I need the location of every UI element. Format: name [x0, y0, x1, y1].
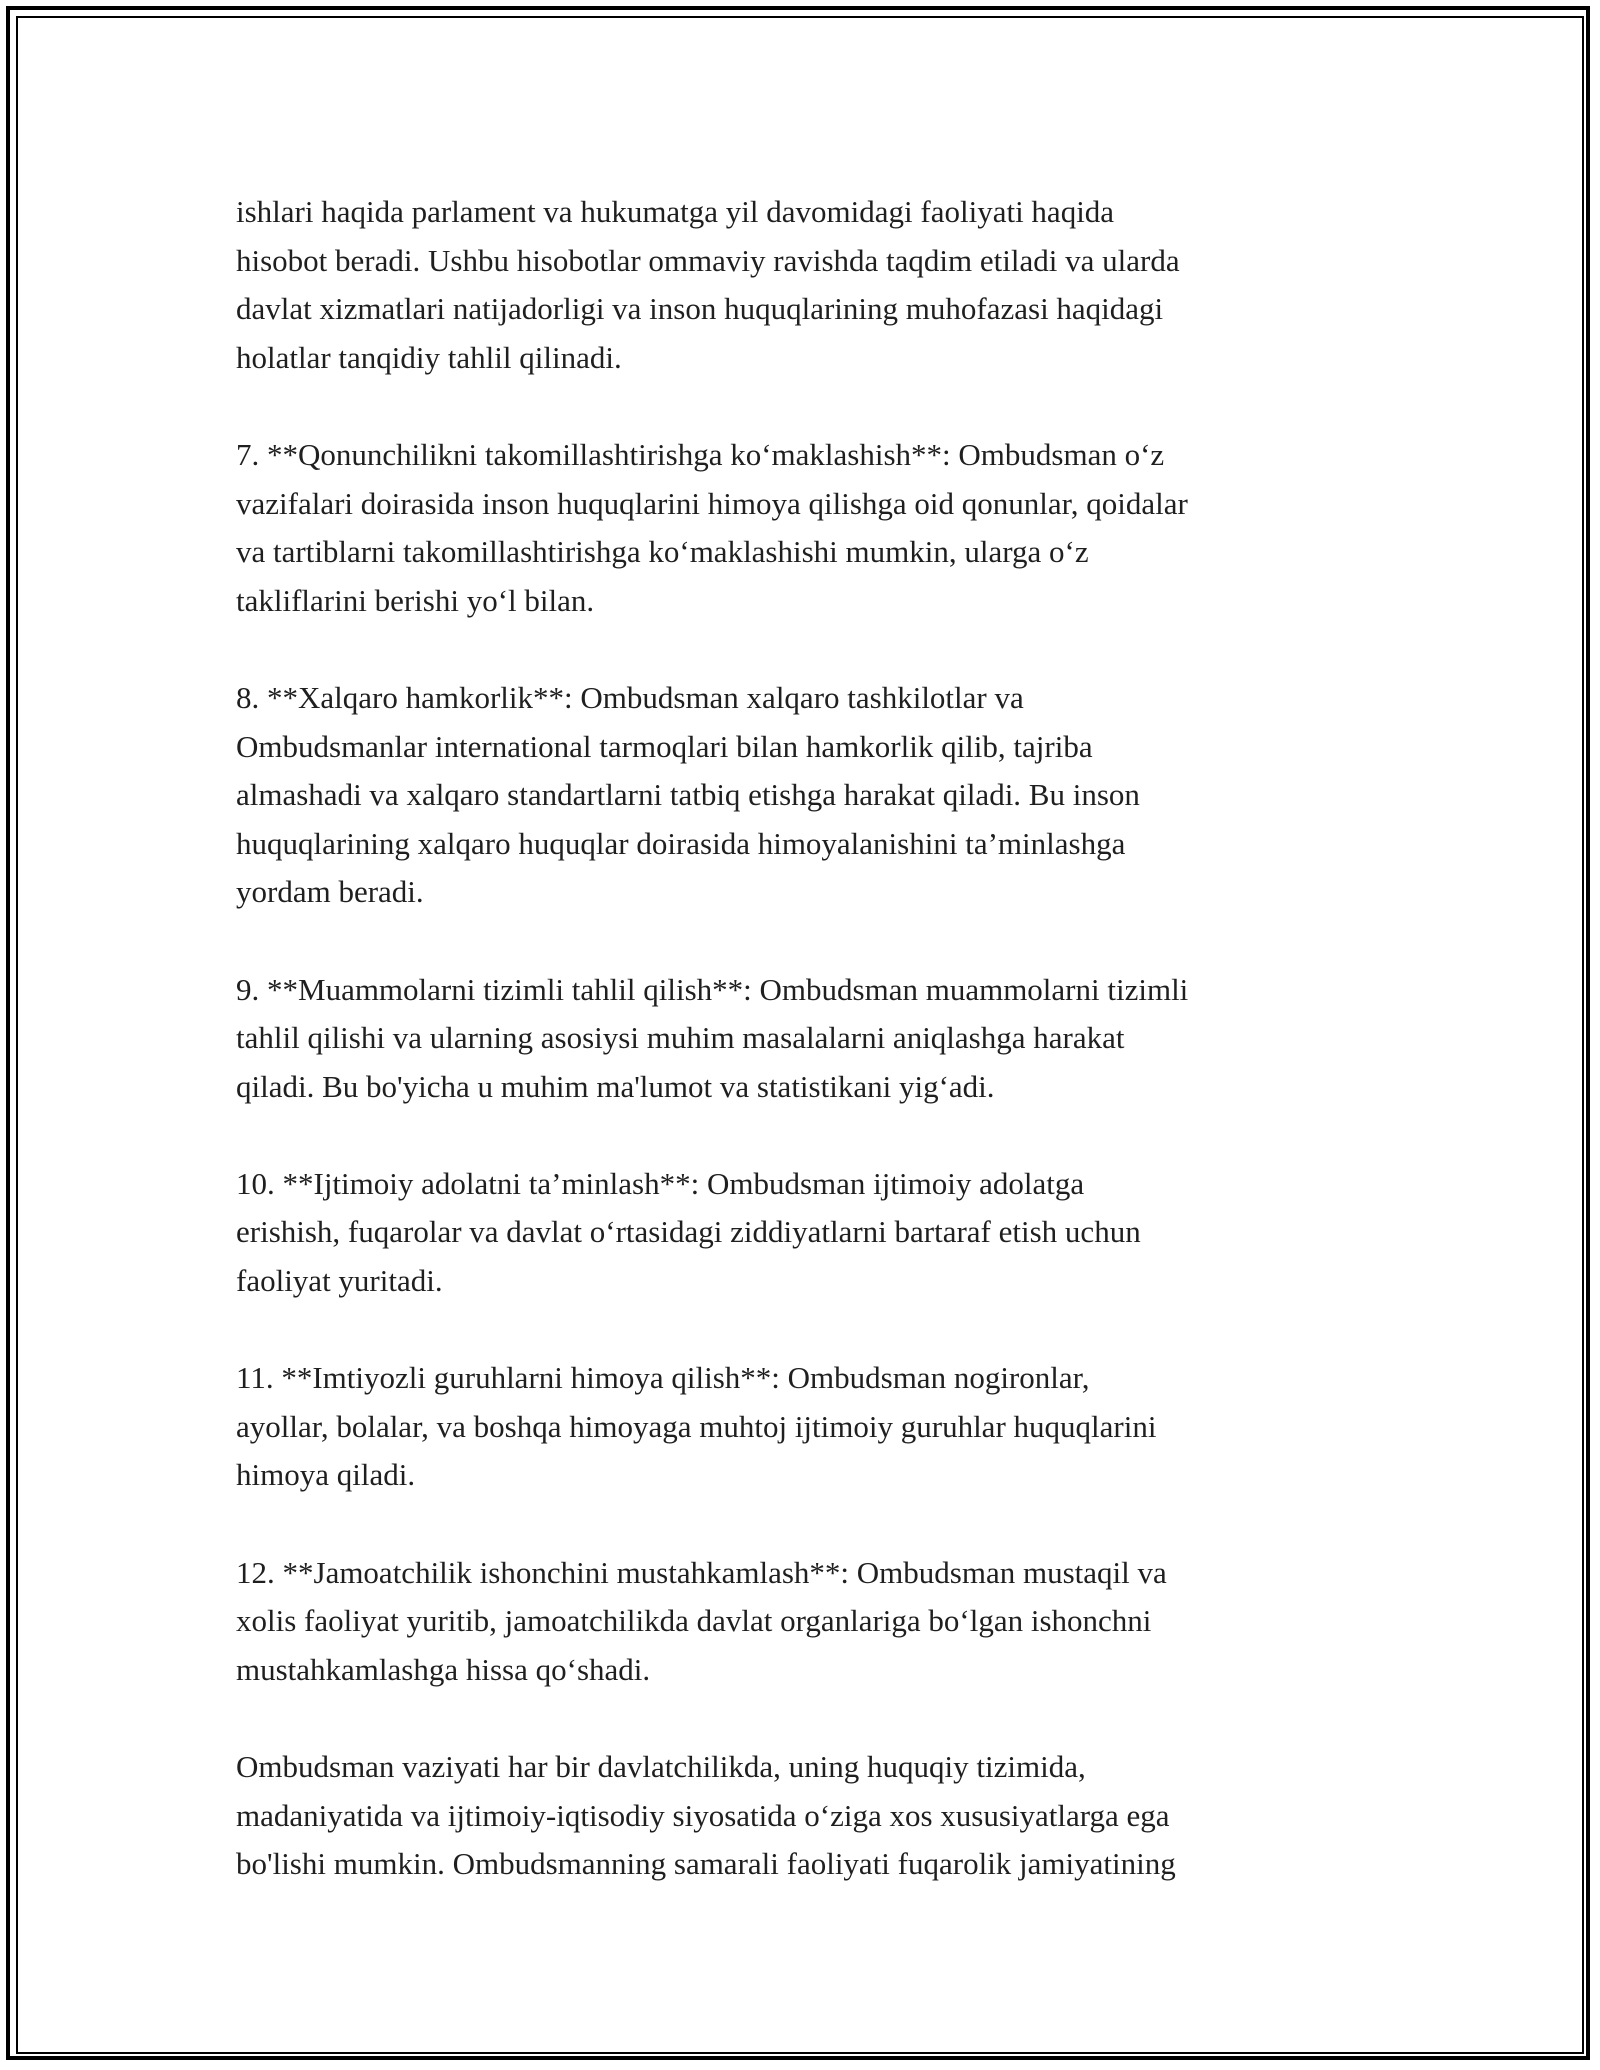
paragraph-item-10: 10. **Ijtimoiy adolatni ta’minlash**: Ombudsman ijtimoiy adolatga erishish, fuqarolar va davlat o‘rtasidagi ziddiyatlarni bartaraf etish uchun faoliyat yuritadi. [236, 1165, 1141, 1299]
paragraph-item-7: 7. **Qonunchilikni takomillashtirishga ko‘maklashish**: Ombudsman o‘z vazifalari doirasida inson huquqlarini himoya qilishga oid qonunlar, qoidalar va tartiblarni takomillashtirishga ko‘maklashishi mumkin, ularga o‘z takliflarini berishi yo‘l bilan. [236, 436, 1188, 618]
paragraph-conclusion: Ombudsman vaziyati har bir davlatchilikda, uning huquqiy tizimida, madaniyatida va ijtimoiy-iqtisodiy siyosatida o‘ziga xos xususiyatlarga ega bo'lishi mumkin. Ombudsmanning samarali faoliyati fuqarolik jamiyatining [236, 1749, 1176, 1882]
paragraph-item-11: 11. **Imtiyozli guruhlarni himoya qilish**: Ombudsman nogironlar, ayollar, bolalar, va boshqa himoyaga muhtoj ijtimoiy guruhlar huquqlarini himoya qiladi. [236, 1360, 1157, 1493]
document-body [236, 188, 1376, 1889]
paragraph-item-9: 9. **Muammolarni tizimli tahlil qilish**: Ombudsman muammolarni tizimli tahlil qilishi va ularning asosiysi muhim masalalarni aniqlashga harakat qiladi. Bu bo'yicha u muhim ma'lumot va statistikani yig‘adi. [236, 971, 1189, 1104]
paragraph-item-12: 12. **Jamoatchilik ishonchini mustahkamlash**: Ombudsman mustaqil va xolis faoliyat yuritib, jamoatchilikda davlat organlariga bo‘lgan ishonchni mustahkamlashga hissa qo‘shadi. [236, 1554, 1167, 1687]
paragraph-item-8: 8. **Xalqaro hamkorlik**: Ombudsman xalqaro tashkilotlar va Ombudsmanlar international tarmoqlari bilan hamkorlik qilib, tajriba almashadi va xalqaro standartlarni tatbiq etishga harakat qiladi. Bu inson huquqlarining xalqaro huquqlar doirasida himoyalanishini ta’minlashga yordam beradi. [236, 679, 1140, 910]
paragraph-continuation: ishlari haqida parlament va hukumatga yil davomidagi faoliyati haqida hisobot beradi. Ushbu hisobotlar ommaviy ravishda taqdim etiladi va ularda davlat xizmatlari natijadorligi va inson huquqlarining muhofazasi haqidagi holatlar tanqidiy tahlil qilinadi. [236, 194, 1180, 375]
